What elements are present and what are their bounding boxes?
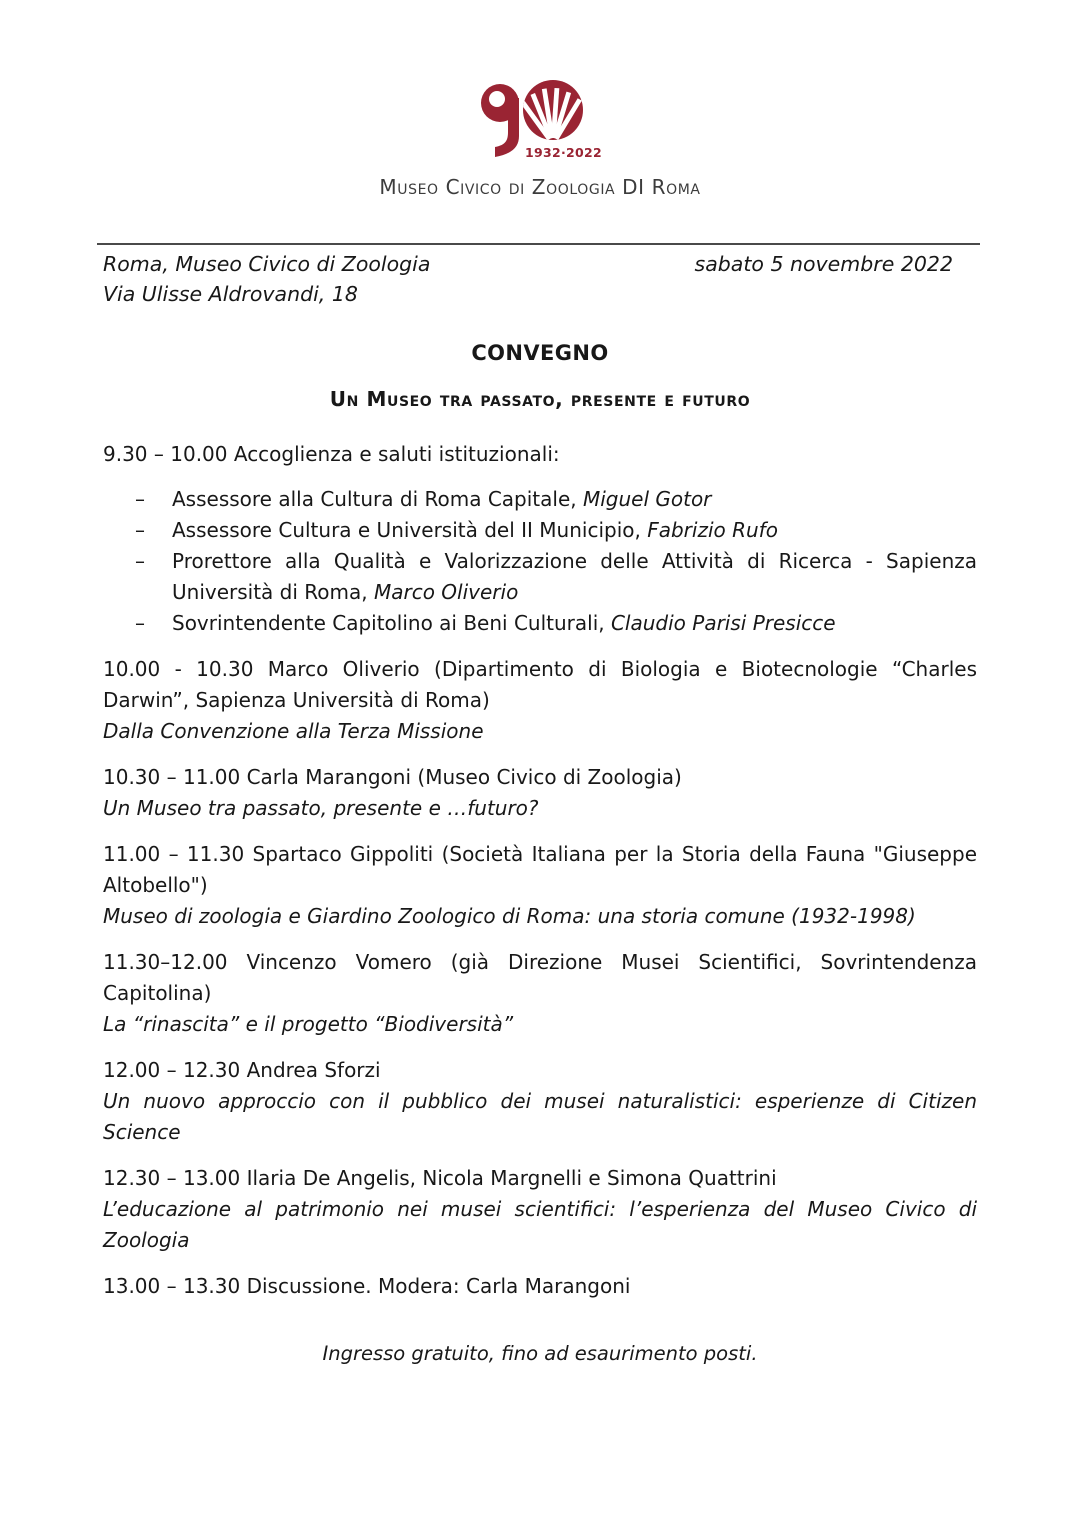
session-block xyxy=(103,1055,977,1148)
session-heading: 10.30 – 11.00 Carla Marangoni (Museo Civico di Zoologia) xyxy=(103,765,682,789)
list-item xyxy=(103,608,977,639)
venue-address-line: Via Ulisse Aldrovandi, 18 xyxy=(103,282,358,306)
session-block xyxy=(103,654,977,747)
session-heading: 12.00 – 12.30 Andrea Sforzi xyxy=(103,1058,381,1082)
logo-block xyxy=(0,0,1080,199)
footer-note: Ingresso gratuito, fino ad esaurimento posti. xyxy=(322,1342,758,1365)
bullet-role-text: Assessore alla Cultura di Roma Capitale, xyxy=(172,487,583,511)
bullet-role-text: Prorettore alla Qualità e Valorizzazione delle Attività di Ricerca - Sapienza Università di Roma, xyxy=(172,549,977,604)
session-heading: 10.00 - 10.30 Marco Oliverio (Dipartimento di Biologia e Biotecnologie “Charles Darwin”, Sapienza Università di Roma) xyxy=(103,657,977,712)
session-block xyxy=(103,762,977,824)
header-divider xyxy=(97,243,980,245)
dash-bullet-icon: – xyxy=(135,549,145,573)
talk-title: Un nuovo approccio con il pubblico dei musei naturalistici: esperienze di Citizen Science xyxy=(103,1089,977,1144)
venue-block xyxy=(103,249,977,309)
speaker-name: Miguel Gotor xyxy=(582,487,712,511)
talk-title: Dalla Convenzione alla Terza Missione xyxy=(103,719,484,743)
speaker-name: Fabrizio Rufo xyxy=(647,518,778,542)
sessions-list xyxy=(103,654,977,1302)
event-date: sabato 5 novembre 2022 xyxy=(694,252,953,276)
logo-years-label: 1932·2022 xyxy=(525,145,603,160)
talk-title: Museo di zoologia e Giardino Zoologico di Roma: una storia comune (1932-1998) xyxy=(103,904,916,928)
session-heading: 13.00 – 13.30 Discussione. Modera: Carla Marangoni xyxy=(103,1274,631,1298)
session-block xyxy=(103,839,977,932)
page-title: CONVEGNO xyxy=(471,341,609,365)
bullet-role-text: Assessore Cultura e Università del II Municipio, xyxy=(172,518,648,542)
opening-time-line: 9.30 – 10.00 Accoglienza e saluti istituzionali: xyxy=(103,442,560,466)
dash-bullet-icon: – xyxy=(135,611,145,635)
venue-city-line: Roma, Museo Civico di Zoologia xyxy=(103,252,431,276)
page-subtitle: Un Museo tra passato, presente e futuro xyxy=(329,387,751,411)
session-heading: 11.30–12.00 Vincenzo Vomero (già Direzione Musei Scientifici, Sovrintendenza Capitolina) xyxy=(103,950,977,1005)
dash-bullet-icon: – xyxy=(135,487,145,511)
talk-title: Un Museo tra passato, presente e …futuro? xyxy=(103,796,539,820)
list-item xyxy=(103,546,977,608)
session-block xyxy=(103,1271,977,1302)
session-block xyxy=(103,1163,977,1256)
speaker-name: Claudio Parisi Presicce xyxy=(610,611,836,635)
institutional-greetings-list xyxy=(103,484,977,639)
list-item xyxy=(103,484,977,515)
speaker-name: Marco Oliverio xyxy=(373,580,519,604)
program-body xyxy=(103,439,977,1369)
list-item xyxy=(103,515,977,546)
session-heading: 11.00 – 11.30 Spartaco Gippoliti (Società Italiana per la Storia della Fauna "Giuseppe Altobello") xyxy=(103,842,977,897)
talk-title: La “rinascita” e il progetto “Biodiversità” xyxy=(103,1012,514,1036)
session-heading: 12.30 – 13.00 Ilaria De Angelis, Nicola Margnelli e Simona Quattrini xyxy=(103,1166,777,1190)
session-block xyxy=(103,947,977,1040)
bullet-role-text: Sovrintendente Capitolino ai Beni Culturali, xyxy=(172,611,611,635)
logo-nine-counter xyxy=(489,91,505,107)
anniversary-90-logo-icon xyxy=(475,70,605,165)
museum-name: Museo Civico di Zoologia DI Roma xyxy=(379,175,701,199)
dash-bullet-icon: – xyxy=(135,518,145,542)
talk-title: L’educazione al patrimonio nei musei scientifici: l’esperienza del Museo Civico di Zoologia xyxy=(103,1197,977,1252)
